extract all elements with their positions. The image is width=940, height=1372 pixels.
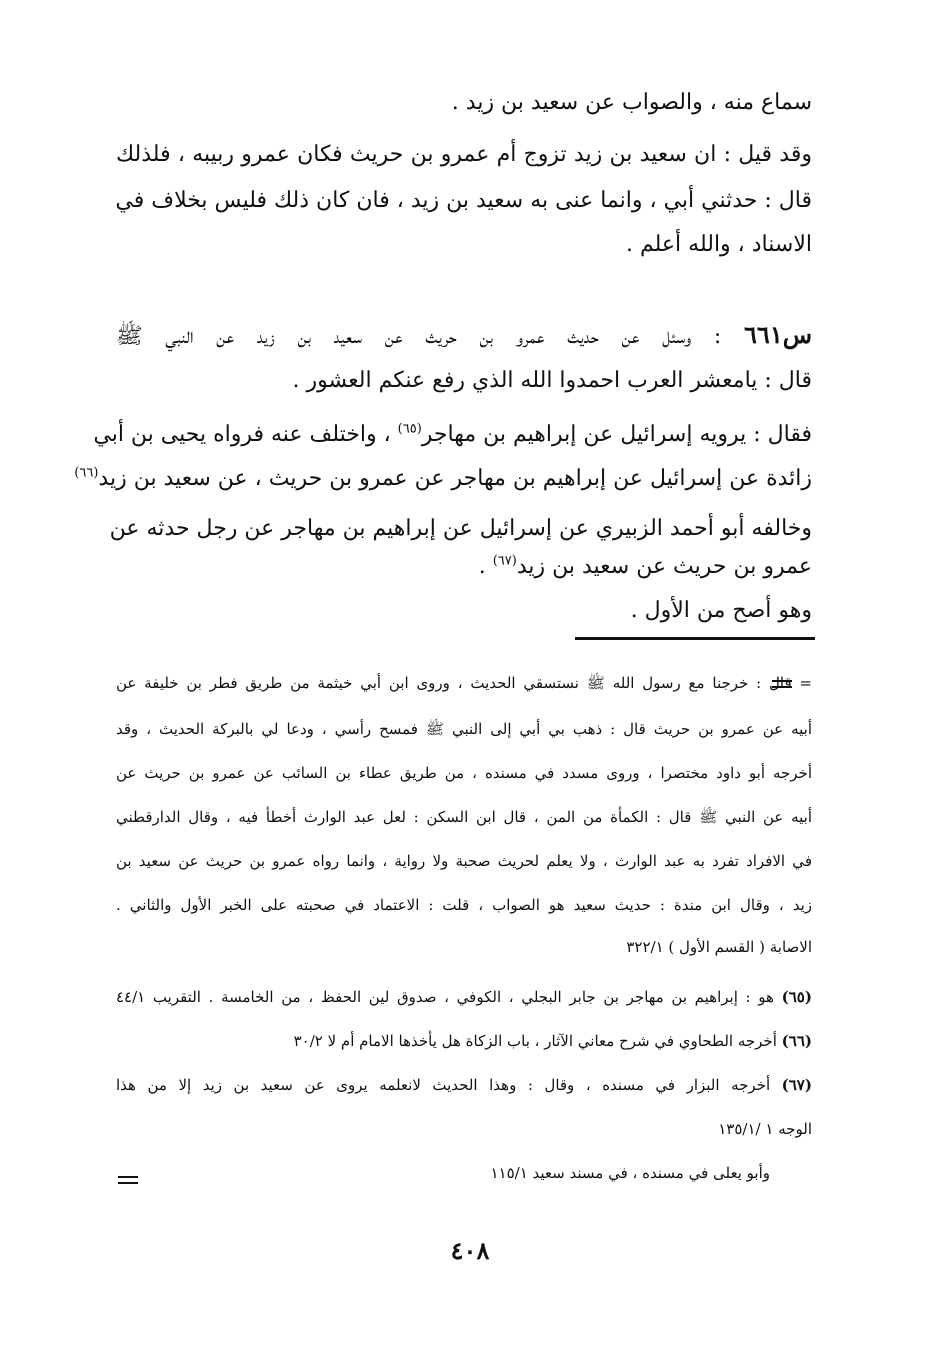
body-line-8: [74, 464, 812, 494]
body-line-10: [479, 552, 812, 582]
body-line-8a: زائدة عن إسرائيل عن إبراهيم بن مهاجر عن عمرو بن حريث ، عن سعيد بن زيد: [98, 466, 812, 491]
footnote-66-text: أخرجه الطحاوي في شرح معاني الآثار ، باب الزكاة هل يأخذها الامام أم لا ٣٠/٢: [293, 1032, 777, 1050]
body-line-10a: عمرو بن حريث عن سعيد بن زيد: [516, 554, 812, 579]
footnote-continuation-2: أبيه عن عمرو بن حريث قال : ذهب بي أبي إلى النبي ﷺ فمسح رأسي ، ودعا لي بالبركة الحديث ، وقد: [116, 720, 812, 738]
page-number: ٤٠٨: [450, 1236, 490, 1265]
continuation-mark-bottom: [118, 1176, 138, 1184]
continuation-mark-top: [772, 680, 792, 688]
footnote-ref-65: (٦٥): [397, 421, 422, 437]
footnote-65-text: هو : إبراهيم بن مهاجر بن جابر البجلي ، الكوفي ، صدوق لين الحفظ ، من الخامسة .: [208, 988, 774, 1006]
question-text: : وسئل عن حديث عمرو بن حريث عن سعيد بن زيد عن النبي ﷺ: [116, 324, 722, 349]
body-line-6: قال : يامعشر العرب احمدوا الله الذي رفع عنكم العشور .: [292, 368, 812, 393]
footnote-66: [294, 1030, 812, 1052]
footnote-continuation-6: زيد ، وقال ابن مندة : حديث سعيد هو الصواب ، قلت : الاعتماد في صحبته على الخبر الأول والثاني .: [116, 896, 812, 914]
footnote-continuation-5: في الافراد تفرد به عبد الوارث ، ولا يعلم لحريث صحبة ولا رواية ، وانما رواه عمرو بن حريث عن سعيد بن: [116, 852, 812, 870]
body-line-11: وهو أصح من الأول .: [630, 598, 812, 623]
body-line-7a: فقال : يرويه إسرائيل عن إبراهيم بن مهاجر: [421, 422, 812, 447]
footnote-65-number: (٦٥): [781, 988, 812, 1006]
footnote-ref-67: (٦٧): [492, 553, 517, 569]
body-line-1: سماع منه ، والصواب عن سعيد بن زيد .: [451, 90, 812, 115]
footnote-ref-66: (٦٦): [74, 465, 99, 481]
body-line-7: [93, 420, 812, 450]
body-line-2: وقد قيل : ان سعيد بن زيد تزوج أم عمرو بن حريث فكان عمرو ربيبه ، فلذلك: [116, 142, 812, 167]
footnote-continuation-1: = قال : خرجنا مع رسول الله ﷺ نستسقي الحديث ، وروى ابن أبي خيثمة من طريق فطر بن خليفة عن: [116, 674, 812, 692]
body-line-3: قال : حدثني أبي ، وانما عنى به سعيد بن زيد ، فان كان ذلك فليس بخلاف في: [115, 188, 812, 213]
footnote-continuation-3: أخرجه أبو داود مختصرا ، وروى مسدد في مسنده ، من طريق عطاء بن السائب عن عمرو بن حريث عن: [116, 764, 812, 782]
body-line-9: وخالفه أبو أحمد الزبيري عن إسرائيل عن إبراهيم بن مهاجر عن رجل حدثه عن: [109, 516, 812, 541]
footnote-continuation-4: أبيه عن النبي ﷺ قال : الكمأة من المن ، قال ابن السكن : لعل عبد الوارث أخطأ فيه ، وقال الدارقطني: [116, 808, 812, 826]
footnote-67-line-2: الوجه ١ /١٣٥/١: [718, 1120, 812, 1138]
footnote-65: [116, 986, 812, 1008]
footnote-65-source: التقريب ٤٤/١: [116, 988, 201, 1006]
body-line-10b: .: [478, 554, 486, 579]
footnote-67-number: (٦٧): [781, 1076, 812, 1094]
footnote-67-text: أخرجه البزار في مسنده ، وقال : وهذا الحديث لانعلمه يروى عن سعيد بن زيد إلا من هذا: [116, 1076, 771, 1094]
footnote-66-number: (٦٦): [781, 1032, 812, 1050]
footnote-separator: [575, 637, 815, 640]
question-number: س٦٦١: [744, 320, 812, 349]
body-line-7b: ، واختلف عنه فرواه يحيى بن أبي: [93, 422, 391, 447]
footnote-67-line-3: وأبو يعلى في مسنده ، في مسند سعيد ١١٥/١: [490, 1164, 770, 1182]
body-line-4: الاسناد ، والله أعلم .: [626, 232, 812, 257]
footnote-67: [116, 1074, 812, 1096]
footnote-continuation-7: الاصابة ( القسم الأول ) ٣٢٢/١: [626, 938, 812, 956]
question-line: [116, 320, 812, 352]
